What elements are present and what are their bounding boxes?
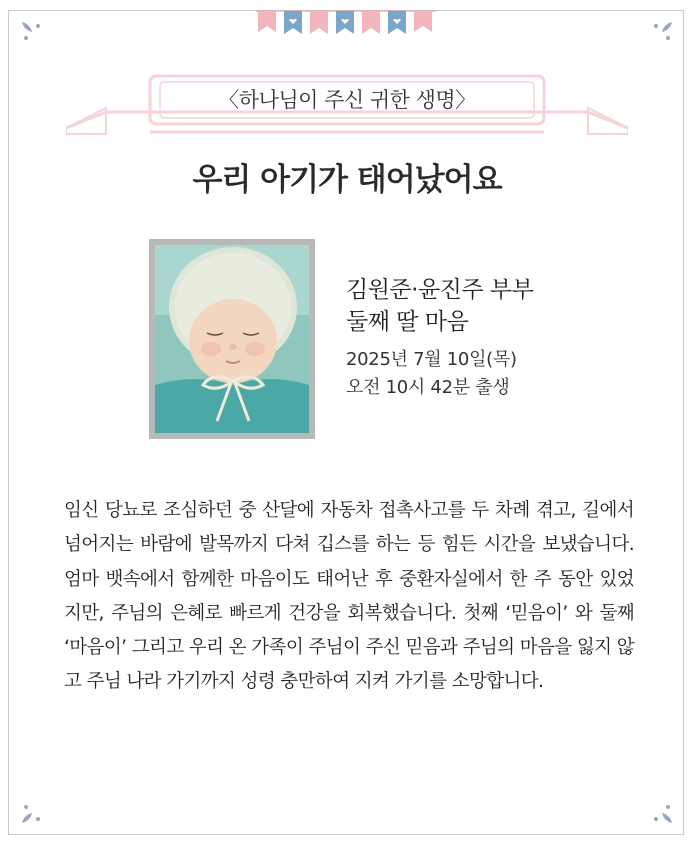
corner-ornament-top-right: [646, 18, 676, 48]
corner-ornament-top-left: [18, 18, 48, 48]
body-text: [64, 494, 634, 700]
flag-pink: [414, 11, 432, 32]
parents-names: 김원준·윤진주 부부: [346, 277, 534, 303]
birth-info: [346, 274, 533, 402]
bunting-garland: [256, 8, 436, 40]
subtitle: 〈하나님이 주신 귀한 생명〉: [218, 88, 476, 112]
flag-pink: [258, 11, 276, 32]
birth-time: 오전 10시 42분 출생: [346, 377, 510, 398]
baby-illustration: [155, 245, 309, 433]
corner-ornament-bottom-left: [18, 797, 48, 827]
baby-name: 둘째 딸 마음: [346, 309, 469, 335]
corner-ornament-bottom-right: [646, 797, 676, 827]
flag-pink: [362, 11, 380, 34]
body-paragraph: 임신 당뇨로 조심하던 중 산달에 자동차 접촉사고를 두 차례 겪고, 길에서 넘어지는 바람에 발목까지 다쳐 깁스를 하는 등 힘든 시간을 보냈습니다. 엄마 뱃속에서 함께한 마음이도 태어난 후 중환자실에서 한 주 동안 있었지만, 주님의 은혜로 빠르게 건강을 회복했습니다. 첫째 ‘믿음이’ 와 둘째 ‘마음이’ 그리고 우리 온 가족이 주님이 주신 믿음과 주님의 마음을 잃지 않고 주님 나라 가기까지 성령 충만하여 지켜 가기를 소망합니다.: [64, 500, 634, 693]
birth-date: 2025년 7월 10일(목): [346, 349, 517, 370]
flag-pink: [310, 11, 328, 34]
baby-photo: [149, 239, 315, 439]
page-title: 우리 아기가 태어났어요: [192, 162, 502, 198]
